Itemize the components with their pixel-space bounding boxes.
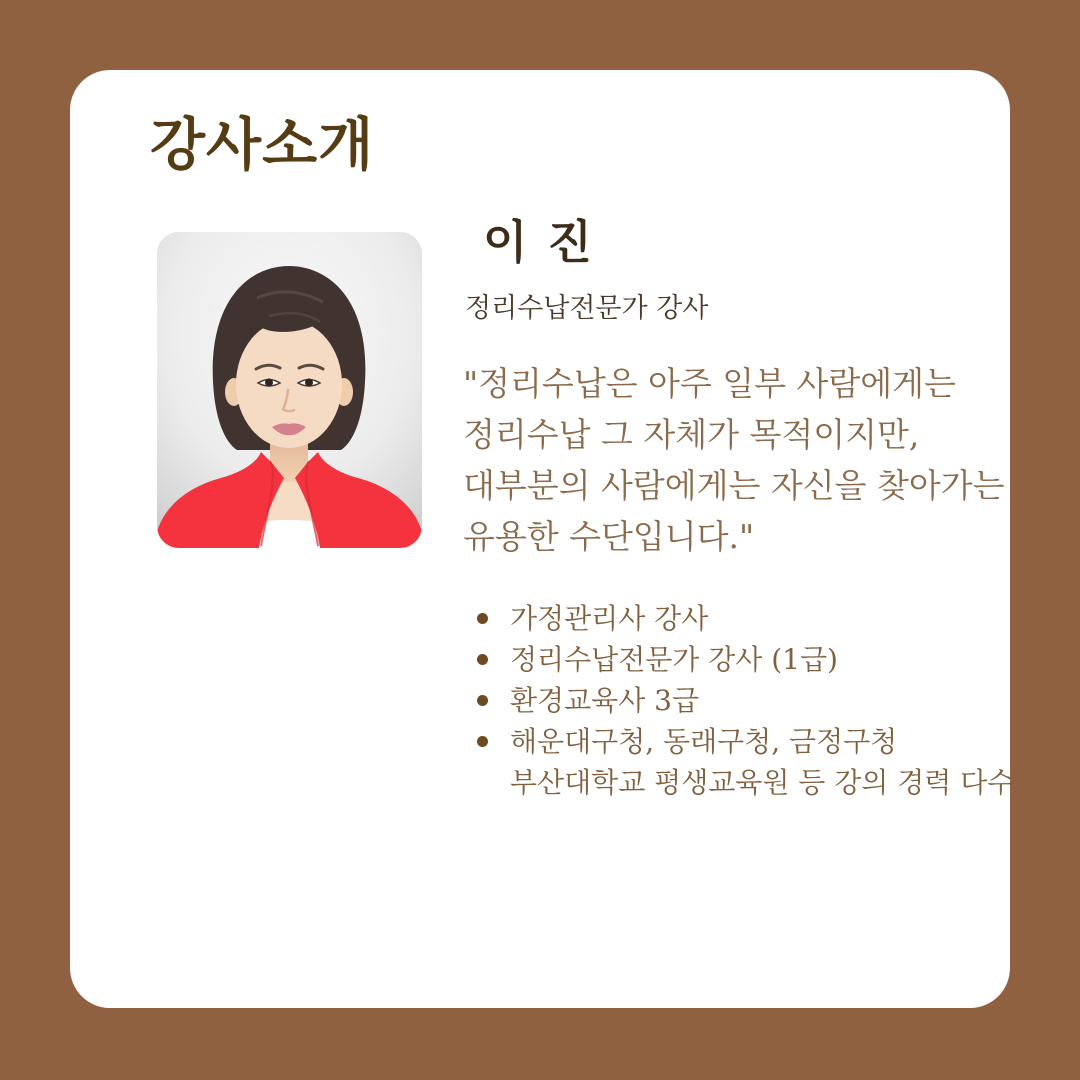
credentials-list [463,598,1015,803]
instructor-role: 정리수납전문가 강사 [465,293,709,324]
portrait-illustration [157,232,422,548]
credential-item [463,721,1008,762]
instructor-photo [157,232,422,548]
credential-item-continuation [463,762,1015,803]
quote-line: 유용한 수단입니다." [463,517,755,556]
bullet-icon [477,736,488,747]
credential-item [463,639,1008,680]
credential-text: 정리수납전문가 강사 (1급) [510,643,838,676]
instructor-info [463,215,1015,803]
bullet-icon [477,613,488,624]
instructor-card [70,70,1015,1008]
bullet-icon [477,654,488,665]
credential-text: 가정관리사 강사 [510,602,709,635]
credential-text: 부산대학교 평생교육원 등 강의 경력 다수 [510,766,1015,799]
bullet-icon [477,695,488,706]
credential-item [463,598,1008,639]
quote-line: "정리수납은 아주 일부 사람에게는 [463,364,956,403]
quote-line: 정리수납 그 자체가 목적이지만, [463,415,920,454]
credential-text: 해운대구청, 동래구청, 금정구청 [510,725,898,758]
page-title: 강사소개 [150,111,375,178]
quote-line: 대부분의 사람에게는 자신을 찾아가는 [463,466,1005,505]
credential-item [463,680,1008,721]
instructor-quote [463,358,1008,562]
instructor-name: 이 진 [483,215,594,269]
credential-text: 환경교육사 3급 [510,684,700,717]
